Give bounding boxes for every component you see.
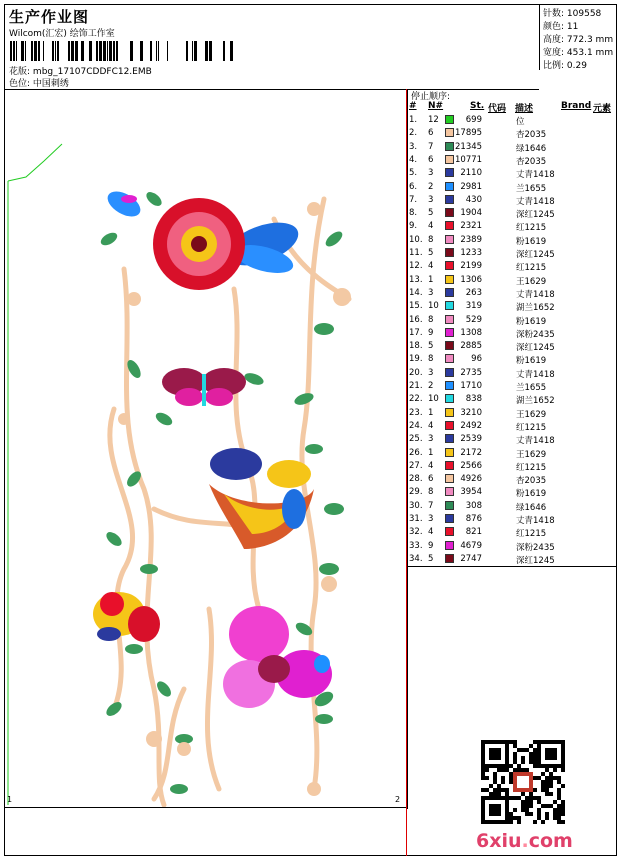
stat-height: 高度: 772.3 mm [543, 35, 614, 45]
table-row [409, 486, 617, 499]
row-stitches: 1306 [460, 274, 482, 285]
table-row [409, 300, 617, 313]
row-stitches: 2539 [460, 434, 482, 445]
row-needle: 5 [428, 341, 434, 352]
row-needle: 6 [428, 474, 434, 485]
row-description: 红1215 [516, 223, 547, 234]
row-description: 深粉2435 [516, 329, 555, 340]
color-swatch [445, 328, 454, 337]
table-row [409, 287, 617, 300]
row-needle: 10 [428, 301, 439, 312]
row-needle: 5 [428, 208, 434, 219]
color-swatch [445, 434, 454, 443]
table-row [409, 380, 617, 393]
design-file-label: 花版: [9, 67, 31, 77]
row-description: 粉1619 [516, 489, 547, 500]
color-swatch [445, 235, 454, 244]
row-stitches: 2172 [460, 447, 482, 458]
color-swatch [445, 221, 454, 230]
row-description: 兰1655 [516, 183, 547, 194]
color-swatch [445, 368, 454, 377]
color-swatch [445, 354, 454, 363]
row-stitches: 876 [465, 514, 482, 524]
row-index: 7. [409, 194, 418, 205]
color-swatch [445, 487, 454, 496]
row-index: 17. [409, 327, 423, 338]
row-needle: 4 [428, 420, 434, 431]
row-stitches: 96 [471, 354, 482, 365]
row-needle: 8 [428, 354, 434, 365]
barcode [10, 41, 238, 61]
col-stitches: St. [470, 101, 485, 111]
row-needle: 3 [428, 514, 434, 524]
row-description: 红1215 [516, 462, 547, 473]
color-swatch [445, 288, 454, 297]
table-row [409, 114, 617, 127]
row-needle: 4 [428, 460, 434, 471]
row-stitches: 699 [465, 115, 482, 125]
col-brand: Brand [561, 101, 592, 111]
row-needle: 1 [428, 407, 434, 418]
row-description: 湖兰1652 [516, 303, 555, 314]
color-swatch [445, 501, 454, 510]
color-swatch [445, 315, 454, 324]
row-description: 王1629 [516, 449, 547, 460]
row-stitches: 2566 [460, 460, 482, 471]
row-index: 14. [409, 287, 423, 298]
row-needle: 3 [428, 168, 434, 179]
page-title: 生产作业图 [9, 8, 90, 26]
row-description: 深红1245 [516, 210, 555, 221]
row-description: 丈青1418 [516, 196, 555, 207]
table-row [409, 207, 617, 220]
table-row [409, 167, 617, 180]
row-description: 位 [516, 117, 525, 127]
color-swatch [445, 554, 454, 563]
table-row [409, 234, 617, 247]
color-swatch [445, 448, 454, 457]
col-description: 描述 [515, 104, 534, 114]
row-index: 23. [409, 407, 423, 418]
color-swatch [445, 408, 454, 417]
table-row [409, 127, 617, 140]
row-stitches: 3954 [460, 487, 482, 498]
row-needle: 12 [428, 115, 439, 125]
row-description: 深红1245 [516, 555, 555, 566]
row-description: 粉1619 [516, 316, 547, 327]
stat-colors: 颜色: 11 [543, 22, 579, 32]
row-description: 红1215 [516, 422, 547, 433]
row-description: 兰1655 [516, 383, 547, 393]
embroidery-artwork [4, 89, 406, 807]
row-stitches: 2885 [460, 341, 482, 352]
stat-width: 宽度: 453.1 mm [543, 48, 614, 58]
row-needle: 5 [428, 248, 434, 258]
colorway-value: 中国刺绣 [32, 79, 69, 89]
color-swatch [445, 394, 454, 403]
row-stitches: 263 [465, 287, 482, 298]
row-index: 30. [409, 500, 423, 511]
row-description: 丈青1418 [516, 436, 555, 447]
row-needle: 3 [428, 194, 434, 205]
row-stitches: 21345 [455, 141, 483, 152]
row-index: 21. [409, 381, 423, 391]
row-index: 28. [409, 474, 423, 485]
table-row [409, 460, 617, 473]
row-description: 杏2035 [516, 130, 547, 141]
row-description: 王1629 [516, 276, 547, 287]
color-swatch [445, 514, 454, 523]
color-swatch [445, 381, 454, 390]
row-index: 33. [409, 540, 423, 551]
stat-stitches: 针数: 109558 [543, 9, 602, 19]
row-stitches: 1710 [460, 381, 482, 391]
table-row [409, 407, 617, 420]
qr-code [481, 740, 565, 824]
row-stitches: 17895 [455, 128, 483, 139]
color-swatch [445, 182, 454, 191]
row-description: 王1629 [516, 409, 547, 420]
row-stitches: 4679 [460, 540, 482, 551]
row-index: 25. [409, 434, 423, 445]
row-needle: 1 [428, 274, 434, 285]
row-needle: 6 [428, 154, 434, 165]
row-needle: 9 [428, 327, 434, 338]
row-index: 26. [409, 447, 423, 458]
color-swatch [445, 527, 454, 536]
row-needle: 1 [428, 447, 434, 458]
stop-sequence-heading: 停止顺序: [411, 92, 451, 102]
row-needle: 4 [428, 261, 434, 272]
color-swatch [445, 142, 454, 151]
color-swatch [445, 115, 454, 124]
table-row [409, 500, 617, 513]
table-bottom-rule [407, 566, 617, 567]
row-index: 13. [409, 274, 423, 285]
colorway-label: 色位: [9, 79, 31, 89]
color-swatch [445, 341, 454, 350]
row-description: 绿1646 [516, 143, 547, 154]
table-row [409, 141, 617, 154]
col-needle: N# [428, 101, 444, 111]
row-needle: 3 [428, 367, 434, 378]
colorway [9, 76, 69, 89]
row-description: 红1215 [516, 263, 547, 274]
table-row [409, 393, 617, 406]
row-description: 粉1619 [516, 236, 547, 247]
row-stitches: 2199 [460, 261, 482, 272]
row-needle: 7 [428, 141, 434, 152]
row-stitches: 2981 [460, 181, 482, 192]
color-swatch [445, 208, 454, 217]
color-swatch [445, 461, 454, 470]
row-stitches: 3210 [460, 407, 482, 418]
stats-panel [539, 4, 618, 70]
row-stitches: 1308 [460, 327, 482, 338]
row-stitches: 2492 [460, 420, 482, 431]
row-needle: 8 [428, 314, 434, 325]
row-index: 15. [409, 301, 423, 312]
table-row [409, 473, 617, 486]
row-stitches: 838 [465, 394, 482, 405]
row-needle: 4 [428, 221, 434, 232]
row-needle: 8 [428, 487, 434, 498]
row-description: 丈青1418 [516, 289, 555, 300]
end-marker: 2 [395, 795, 401, 804]
table-row [409, 513, 617, 526]
row-stitches: 2747 [460, 553, 482, 564]
row-index: 8. [409, 208, 418, 219]
row-index: 31. [409, 514, 423, 524]
col-element: 元素 [593, 104, 612, 114]
table-row [409, 314, 617, 327]
table-row [409, 220, 617, 233]
table-row [409, 274, 617, 287]
table-row [409, 353, 617, 366]
site-watermark: 6xiu.com [476, 830, 573, 852]
row-index: 32. [409, 527, 423, 538]
row-index: 12. [409, 261, 423, 272]
canvas-bottom-rule [4, 807, 407, 808]
row-stitches: 308 [465, 500, 482, 511]
row-description: 深粉2435 [516, 542, 555, 553]
row-stitches: 2389 [460, 234, 482, 245]
row-index: 20. [409, 367, 423, 378]
row-stitches: 319 [465, 301, 482, 312]
row-needle: 8 [428, 234, 434, 245]
row-index: 18. [409, 341, 423, 352]
row-stitches: 1233 [460, 248, 482, 258]
company-name: Wilcom(汇宏) 绘饰工作室 [9, 29, 115, 39]
row-description: 丈青1418 [516, 516, 555, 526]
color-swatch [445, 301, 454, 310]
divider-line [406, 89, 407, 856]
row-stitches: 10771 [455, 154, 483, 165]
row-index: 5. [409, 168, 418, 179]
stat-scale: 比例: 0.29 [543, 61, 587, 71]
row-stitches: 2110 [460, 168, 482, 179]
table-row [409, 194, 617, 207]
col-index: # [409, 101, 417, 111]
row-description: 深红1245 [516, 343, 555, 354]
row-needle: 7 [428, 500, 434, 511]
row-needle: 3 [428, 434, 434, 445]
color-swatch [445, 541, 454, 550]
color-swatch [445, 421, 454, 430]
row-index: 29. [409, 487, 423, 498]
row-index: 19. [409, 354, 423, 365]
row-needle: 3 [428, 287, 434, 298]
row-index: 2. [409, 128, 418, 139]
row-index: 3. [409, 141, 418, 152]
color-swatch [445, 248, 454, 257]
row-description: 深红1245 [516, 250, 555, 260]
table-row [409, 181, 617, 194]
row-needle: 5 [428, 553, 434, 564]
row-needle: 2 [428, 381, 434, 391]
table-row [409, 433, 617, 446]
color-swatch [445, 275, 454, 284]
row-index: 24. [409, 420, 423, 431]
row-stitches: 821 [465, 527, 482, 538]
row-index: 11. [409, 248, 423, 258]
row-stitches: 1904 [460, 208, 482, 219]
table-row [409, 367, 617, 380]
table-row [409, 247, 617, 260]
row-description: 绿1646 [516, 502, 547, 513]
header-panel [4, 4, 539, 90]
color-swatch [445, 128, 454, 137]
row-description: 红1215 [516, 529, 547, 540]
table-row [409, 526, 617, 539]
row-needle: 10 [428, 394, 439, 405]
row-description: 丈青1418 [516, 369, 555, 380]
col-code: 代码 [488, 104, 507, 114]
design-preview [4, 89, 408, 809]
design-file-value: mbg_17107CDDFC12.EMB [32, 67, 152, 77]
table-row [409, 327, 617, 340]
color-swatch [445, 195, 454, 204]
row-index: 34. [409, 553, 423, 564]
row-stitches: 2735 [460, 367, 482, 378]
row-stitches: 2321 [460, 221, 482, 232]
row-index: 22. [409, 394, 423, 405]
row-index: 16. [409, 314, 423, 325]
row-stitches: 4926 [460, 474, 482, 485]
row-description: 杏2035 [516, 156, 547, 167]
row-stitches: 529 [465, 314, 482, 325]
row-needle: 6 [428, 128, 434, 139]
table-row [409, 260, 617, 273]
color-swatch [445, 474, 454, 483]
row-index: 9. [409, 221, 418, 232]
row-description: 杏2035 [516, 476, 547, 487]
color-swatch [445, 155, 454, 164]
color-swatch [445, 261, 454, 270]
row-needle: 9 [428, 540, 434, 551]
table-row [409, 420, 617, 433]
row-needle: 4 [428, 527, 434, 538]
row-description: 湖兰1652 [516, 396, 555, 407]
table-row [409, 154, 617, 167]
row-needle: 2 [428, 181, 434, 192]
row-description: 丈青1418 [516, 170, 555, 181]
row-index: 1. [409, 115, 418, 125]
row-index: 4. [409, 154, 418, 165]
table-row [409, 447, 617, 460]
table-row [409, 553, 617, 566]
start-marker: 1 [7, 795, 13, 804]
row-index: 10. [409, 234, 423, 245]
row-description: 粉1619 [516, 356, 547, 367]
table-row [409, 540, 617, 553]
color-swatch [445, 168, 454, 177]
row-stitches: 430 [465, 194, 482, 205]
table-row [409, 340, 617, 353]
row-index: 6. [409, 181, 418, 192]
row-index: 27. [409, 460, 423, 471]
